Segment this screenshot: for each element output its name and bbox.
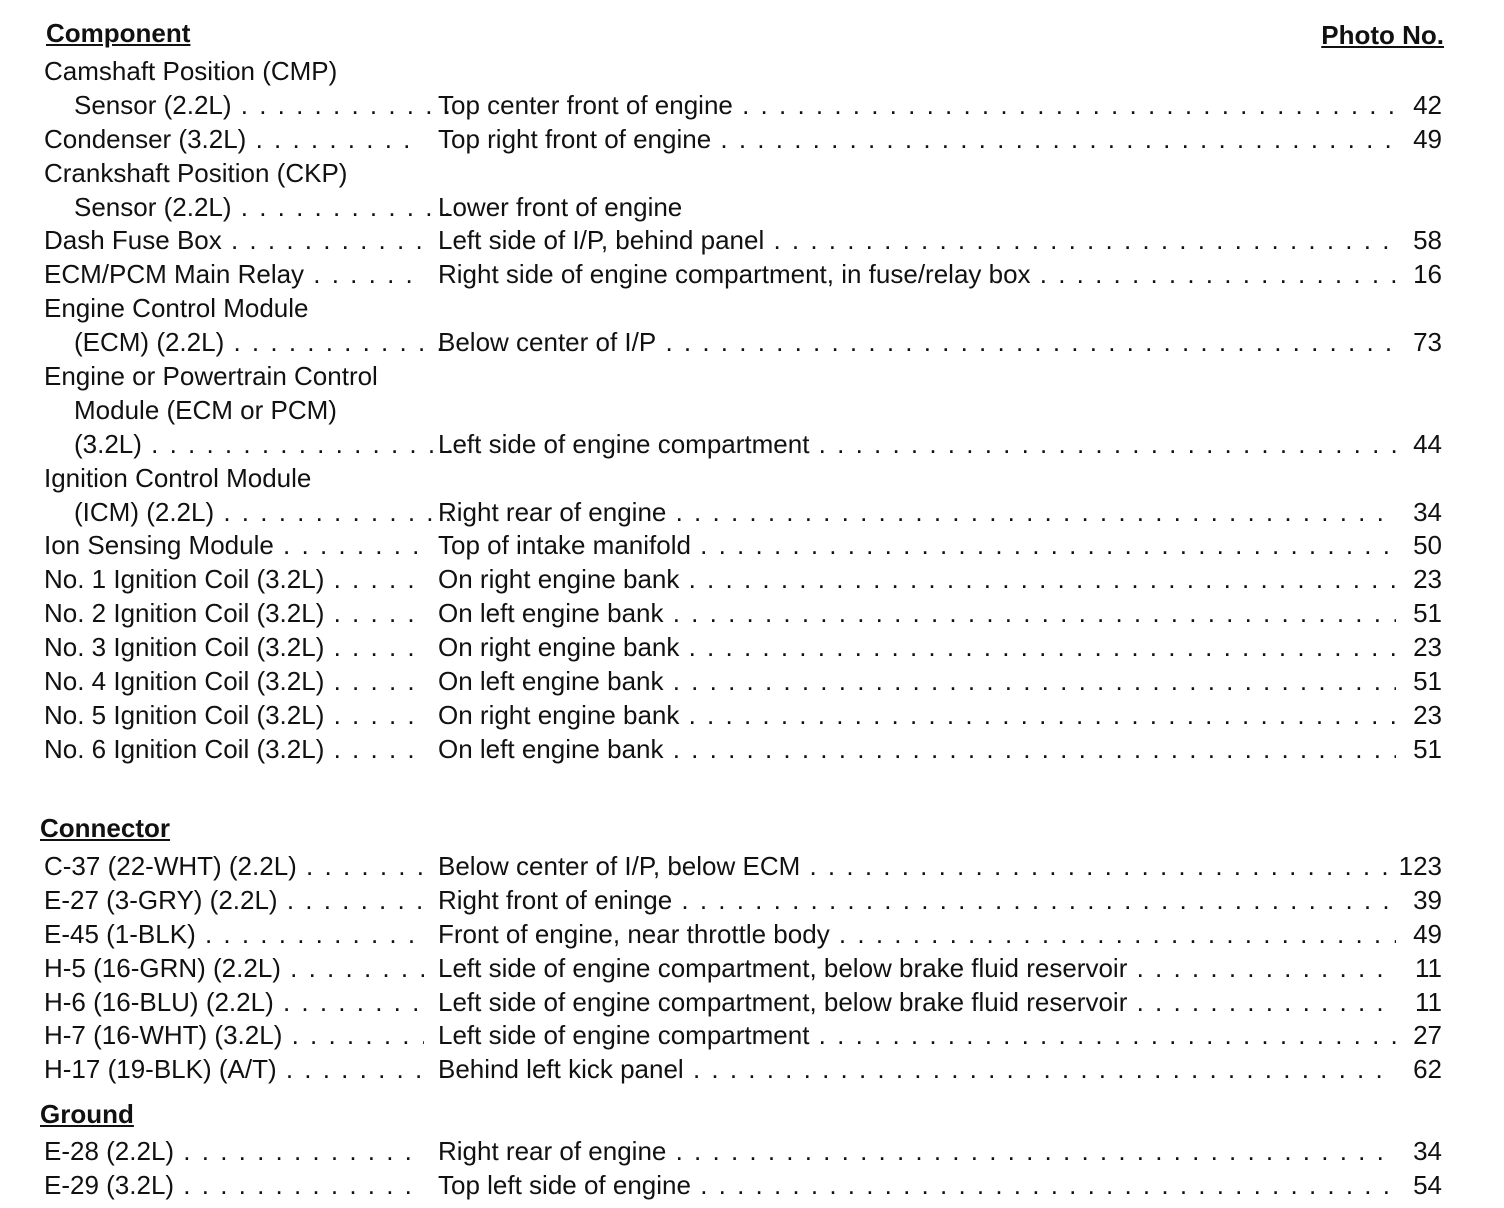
photo-number: 34 bbox=[1413, 496, 1442, 527]
component-name: E-28 (2.2L) . . . bbox=[44, 1135, 424, 1169]
location-text: Left side of engine compartment . . . bbox=[438, 428, 1396, 462]
component-name: (ICM) (2.2L) . . . bbox=[74, 496, 454, 530]
component-name: Module (ECM or PCM) bbox=[74, 394, 337, 425]
component-name: Condenser (3.2L) . . . bbox=[44, 123, 424, 157]
table-row bbox=[0, 952, 1504, 986]
photo-number: 11 bbox=[1415, 986, 1442, 1017]
photo-number: 73 bbox=[1413, 327, 1442, 358]
photo-number: 23 bbox=[1413, 564, 1442, 595]
table-row bbox=[0, 123, 1504, 157]
component-name: Engine or Powertrain Control bbox=[44, 361, 378, 392]
table-row bbox=[0, 224, 1504, 258]
photo-number: 49 bbox=[1413, 123, 1442, 154]
table-row bbox=[0, 1019, 1504, 1053]
location-text: Left side of engine compartment, below brake fluid reservoir . . . bbox=[438, 986, 1396, 1020]
photo-number: 16 bbox=[1413, 259, 1442, 290]
table-row bbox=[0, 496, 1504, 530]
connector-heading: Connector bbox=[40, 813, 170, 843]
component-name: C-37 (22-WHT) (2.2L) . . . bbox=[44, 850, 424, 884]
table-row bbox=[0, 850, 1504, 884]
component-name: Dash Fuse Box . . . bbox=[44, 224, 424, 258]
photo-number: 51 bbox=[1413, 598, 1442, 629]
location-text: Front of engine, near throttle body . . . bbox=[438, 918, 1396, 952]
component-name: Ignition Control Module bbox=[44, 462, 312, 493]
location-text: Behind left kick panel . . . bbox=[438, 1053, 1396, 1087]
photo-number: 11 bbox=[1415, 952, 1442, 983]
component-name: No. 3 Ignition Coil (3.2L) . . . bbox=[44, 631, 424, 665]
location-text: On right engine bank . . . bbox=[438, 631, 1396, 665]
table-row bbox=[0, 563, 1504, 597]
table-row bbox=[0, 258, 1504, 292]
location-text: Top left side of engine . . . bbox=[438, 1169, 1396, 1203]
location-text: Right rear of engine . . . bbox=[438, 496, 1396, 530]
location-text: On right engine bank . . . bbox=[438, 563, 1396, 597]
component-name: No. 4 Ignition Coil (3.2L) . . . bbox=[44, 665, 424, 699]
location-text: Lower front of engine bbox=[438, 191, 683, 222]
ground-heading: Ground bbox=[40, 1099, 134, 1129]
component-list bbox=[0, 55, 1504, 767]
table-row bbox=[0, 191, 1504, 225]
photo-number: 42 bbox=[1413, 89, 1442, 120]
location-text: Below center of I/P, below ECM . . . bbox=[438, 850, 1396, 884]
location-text: Right side of engine compartment, in fuse/relay box . . . bbox=[438, 258, 1396, 292]
location-text: On right engine bank . . . bbox=[438, 699, 1396, 733]
component-name: H-17 (19-BLK) (A/T) . . . bbox=[44, 1053, 424, 1087]
component-name: No. 5 Ignition Coil (3.2L) . . . bbox=[44, 699, 424, 733]
table-row bbox=[0, 1053, 1504, 1087]
location-text: Left side of engine compartment, below brake fluid reservoir . . . bbox=[438, 952, 1396, 986]
photo-number: 50 bbox=[1413, 530, 1442, 561]
table-row bbox=[0, 733, 1504, 767]
table-row bbox=[0, 360, 1504, 394]
photo-number: 39 bbox=[1413, 884, 1442, 915]
photo-number: 34 bbox=[1413, 1136, 1442, 1166]
table-row bbox=[0, 665, 1504, 699]
table-row bbox=[0, 292, 1504, 326]
component-name: Camshaft Position (CMP) bbox=[44, 56, 338, 86]
location-text: Right rear of engine . . . bbox=[438, 1135, 1396, 1169]
photo-number: 23 bbox=[1413, 632, 1442, 663]
table-row bbox=[0, 157, 1504, 191]
location-text: Top center front of engine . . . bbox=[438, 89, 1396, 123]
photo-number: 62 bbox=[1413, 1054, 1442, 1085]
component-name: No. 1 Ignition Coil (3.2L) . . . bbox=[44, 563, 424, 597]
photo-number: 123 bbox=[1398, 851, 1442, 881]
table-row bbox=[0, 529, 1504, 563]
connector-list bbox=[0, 850, 1504, 1087]
component-name: H-7 (16-WHT) (3.2L) . . . bbox=[44, 1019, 424, 1053]
ground-list bbox=[0, 1135, 1504, 1203]
table-row bbox=[0, 918, 1504, 952]
location-text: Top right front of engine . . . bbox=[438, 123, 1396, 157]
photo-number: 27 bbox=[1413, 1020, 1442, 1051]
table-row bbox=[0, 986, 1504, 1020]
photo-no-heading: Photo No. bbox=[1321, 20, 1444, 50]
component-name: (ECM) (2.2L) . . . bbox=[74, 326, 454, 360]
table-row bbox=[0, 462, 1504, 496]
photo-number: 44 bbox=[1413, 428, 1442, 459]
component-name: H-6 (16-BLU) (2.2L) . . . bbox=[44, 986, 424, 1020]
table-row bbox=[0, 631, 1504, 665]
table-row bbox=[0, 699, 1504, 733]
component-heading: Component bbox=[46, 18, 191, 48]
component-name: H-5 (16-GRN) (2.2L) . . . bbox=[44, 952, 424, 986]
location-text: On left engine bank . . . bbox=[438, 665, 1396, 699]
component-name: Engine Control Module bbox=[44, 293, 309, 324]
table-row bbox=[0, 55, 1504, 89]
location-text: On left engine bank . . . bbox=[438, 733, 1396, 767]
table-row bbox=[0, 326, 1504, 360]
table-row bbox=[0, 597, 1504, 631]
component-name: E-29 (3.2L) . . . bbox=[44, 1169, 424, 1203]
component-name: Sensor (2.2L) . . . bbox=[74, 89, 454, 123]
photo-number: 54 bbox=[1413, 1169, 1442, 1200]
location-text: Right front of eninge . . . bbox=[438, 884, 1396, 918]
component-name: E-27 (3-GRY) (2.2L) . . . bbox=[44, 884, 424, 918]
location-text: Below center of I/P . . . bbox=[438, 326, 1396, 360]
component-name: Crankshaft Position (CKP) bbox=[44, 157, 348, 188]
table-row bbox=[0, 394, 1504, 428]
location-text: Top of intake manifold . . . bbox=[438, 529, 1396, 563]
component-name: Sensor (2.2L) . . . bbox=[74, 191, 454, 225]
table-row bbox=[0, 884, 1504, 918]
photo-number: 49 bbox=[1413, 918, 1442, 949]
component-name: E-45 (1-BLK) . . . bbox=[44, 918, 424, 952]
location-text: On left engine bank . . . bbox=[438, 597, 1396, 631]
location-text: Left side of I/P, behind panel . . . bbox=[438, 224, 1396, 258]
table-row bbox=[0, 1169, 1504, 1203]
photo-number: 23 bbox=[1413, 699, 1442, 730]
photo-number: 58 bbox=[1413, 225, 1442, 256]
photo-number: 51 bbox=[1413, 733, 1442, 764]
component-name: No. 6 Ignition Coil (3.2L) . . . bbox=[44, 733, 424, 767]
photo-number: 51 bbox=[1413, 666, 1442, 697]
table-row bbox=[0, 1135, 1504, 1169]
table-row bbox=[0, 89, 1504, 123]
component-name: ECM/PCM Main Relay . . . bbox=[44, 258, 424, 292]
table-row bbox=[0, 428, 1504, 462]
component-name: Ion Sensing Module . . . bbox=[44, 529, 424, 563]
component-name: (3.2L) . . . bbox=[74, 428, 454, 462]
location-text: Left side of engine compartment . . . bbox=[438, 1019, 1396, 1053]
component-name: No. 2 Ignition Coil (3.2L) . . . bbox=[44, 597, 424, 631]
